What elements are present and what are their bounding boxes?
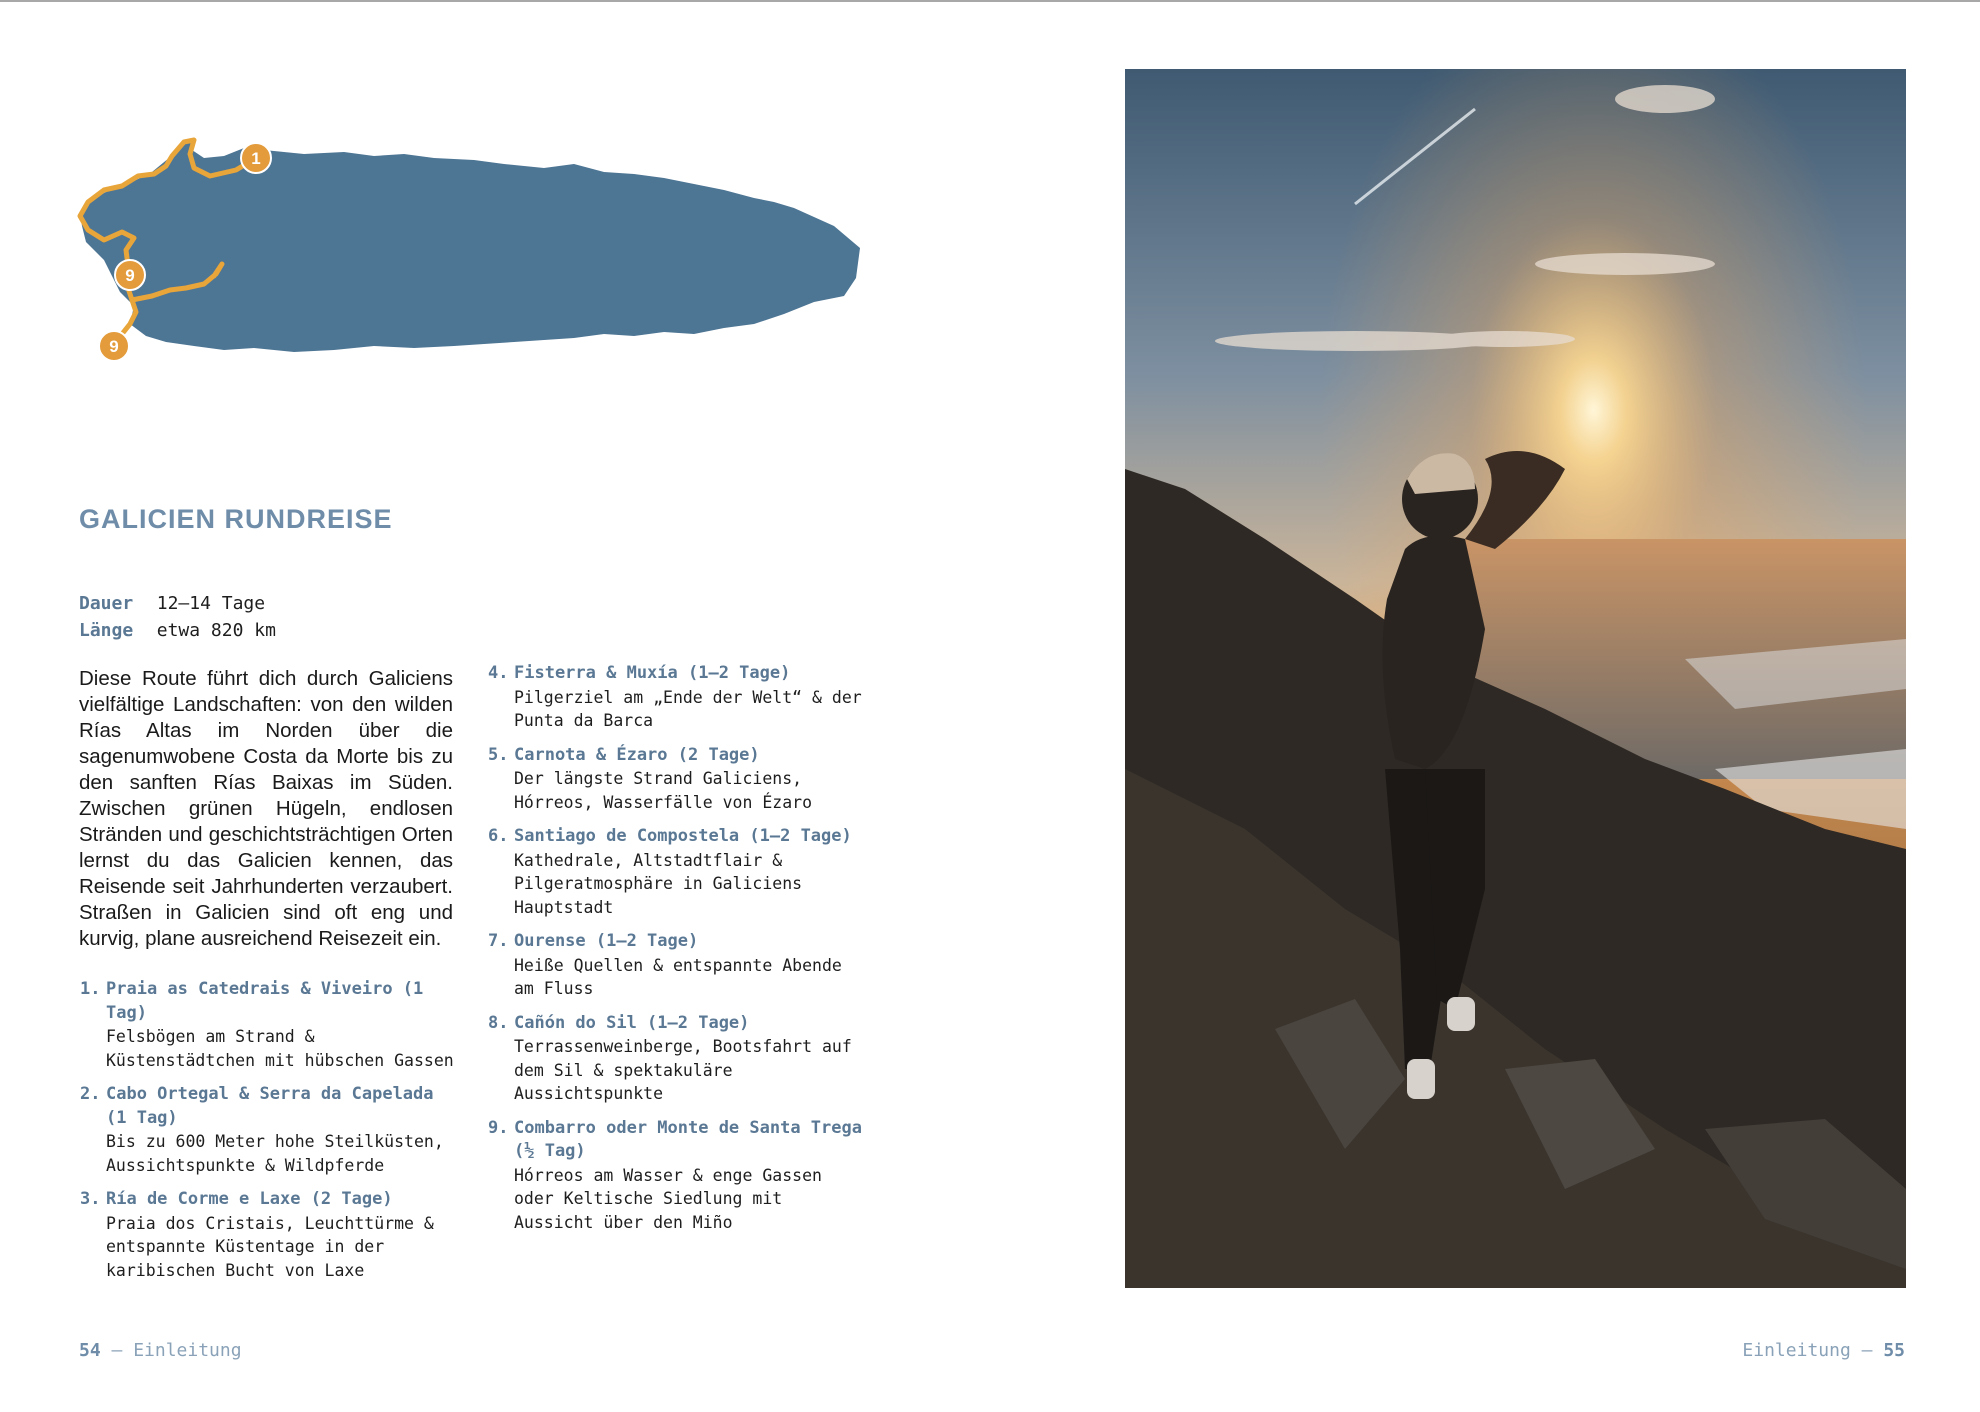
intro-paragraph: Diese Route führt dich durch Galiciens vielfältige Landschaften: von den wilden Rías Altas im Norden über die sagenumwobene Costa da Morte bis zu den sanften Rías Baixas im Süden. Zwischen grünen Hügeln, endlosen Stränden und geschichtsträchtigen Orten lernst du das Galicien kennen, das Reisende seit Jahrhunderten verzaubert. Straßen in Galicien sind oft eng und kurvig, plane ausreichend Reisezeit ein. [79,667,453,950]
stop-desc: Pilgerziel am „Ende der Welt“ & der Punta da Barca [514,687,862,730]
route-map [74,128,874,368]
stop-list-left [79,978,459,1293]
stop-name: Santiago de Compostela (1–2 Tage) [514,826,852,846]
stop-name: Praia as Catedrais & Viveiro (1 Tag) [106,979,424,1023]
list-item [79,978,459,1072]
list-item [487,1117,867,1235]
fact-value: etwa 820 km [156,620,276,641]
stop-desc: Praia dos Cristais, Leuchttürme & entspannte Küstentage in der karibischen Bucht von Laxe [106,1213,434,1280]
photo-sunset-hiker [1125,69,1906,1288]
top-rule [0,0,1980,2]
stop-desc: Heiße Quellen & entspannte Abende am Fluss [514,955,842,998]
stop-desc: Terrassenweinberge, Bootsfahrt auf dem Sil & spektakuläre Aussichtspunkte [514,1037,852,1103]
stop-name: Carnota & Ézaro (2 Tage) [514,744,760,765]
page-number-right: 55 [1883,1340,1905,1361]
stop-number: 4. [488,663,509,683]
list-item [79,1188,459,1282]
marker-9b-label: 9 [109,337,119,356]
stop-name: Cañón do Sil (1–2 Tage) [514,1012,750,1033]
fact-value: 12–14 Tage [156,593,266,614]
stop-number: 6. [488,826,509,846]
list-item [79,1083,459,1177]
stop-list-right [487,662,867,1245]
marker-1-label: 1 [251,149,261,168]
stop-number: 2. [80,1084,101,1104]
fact-key: Dauer [79,593,134,614]
stop-name: Ourense (1–2 Tage) [514,931,699,951]
stop-number: 9. [488,1117,509,1138]
stop-number: 8. [488,1012,509,1033]
route-facts [79,590,276,644]
stop-number: 1. [80,979,101,999]
list-item [487,744,867,815]
marker-1 [241,143,271,173]
stop-desc: Kathedrale, Altstadtflair & Pilgeratmosphäre in Galiciens Hauptstadt [514,850,803,917]
stop-name: Ría de Corme e Laxe (2 Tage) [106,1189,393,1209]
route-title: GALICIEN RUNDREISE [79,504,393,534]
fact-duration [79,590,276,617]
stop-number: 7. [488,931,509,951]
stop-number: 5. [488,744,509,765]
marker-9-a [115,260,145,290]
page-number-left: 54 [79,1340,101,1361]
marker-9a-label: 9 [125,266,135,285]
section-label-right: Einleitung – [1742,1340,1884,1361]
stop-name: Cabo Ortegal & Serra da Capelada (1 Tag) [106,1084,434,1128]
stop-number: 3. [80,1189,101,1209]
stop-desc: Bis zu 600 Meter hohe Steilküsten, Aussichtspunkte & Wildpferde [106,1132,444,1175]
list-item [487,662,867,733]
page-footer-right [1742,1340,1905,1361]
stop-name: Fisterra & Muxía (1–2 Tage) [514,663,791,683]
stop-desc: Der längste Strand Galiciens, Hórreos, Wasserfälle von Ézaro [514,769,813,812]
page-footer-left [79,1340,242,1361]
marker-9-b [99,331,129,361]
list-item [487,1012,867,1106]
stop-desc: Felsbögen am Strand & Küstenstädtchen mit hübschen Gassen [106,1027,454,1070]
fact-length [79,617,276,644]
section-label-left: – Einleitung [100,1340,242,1361]
stop-name: Combarro oder Monte de Santa Trega (½ Tag) [514,1117,862,1161]
stop-desc: Hórreos am Wasser & enge Gassen oder Keltische Siedlung mit Aussicht über den Miño [514,1165,822,1232]
list-item [487,930,867,1001]
fact-key: Länge [79,620,134,641]
list-item [487,825,867,919]
